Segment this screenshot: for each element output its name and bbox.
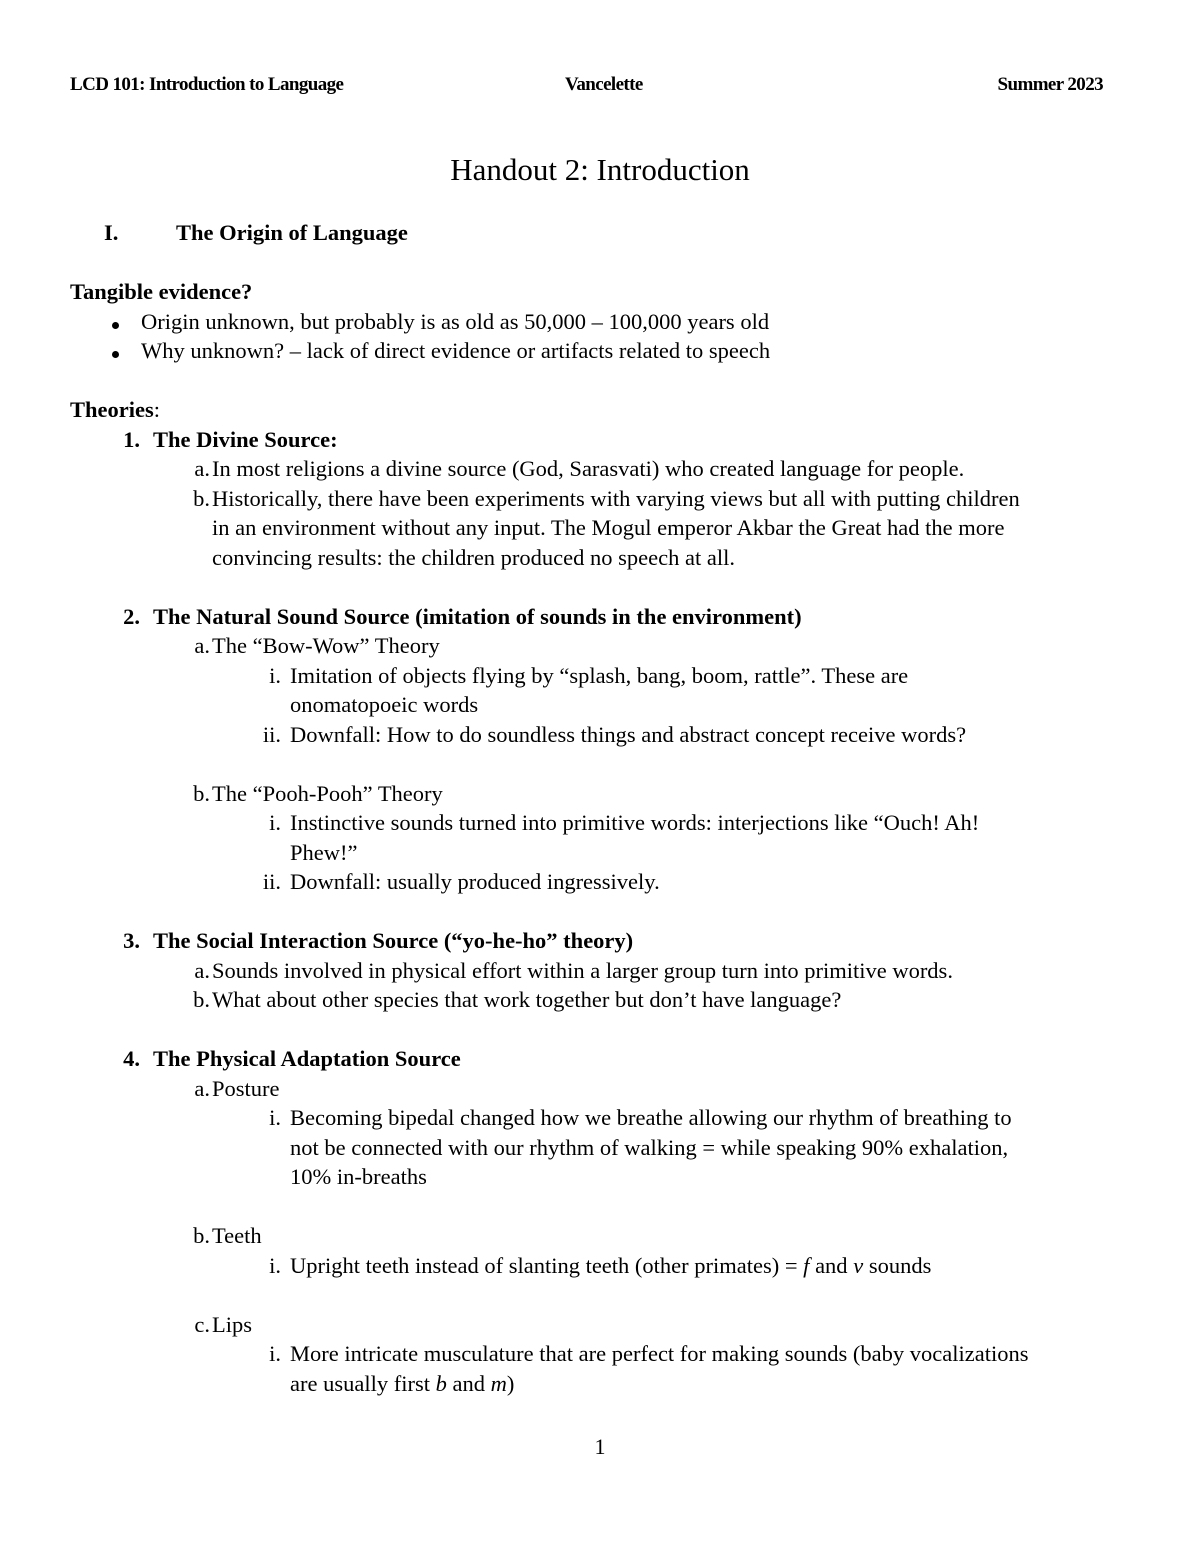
sub-item-label: i. bbox=[269, 1341, 281, 1366]
theories-heading bbox=[70, 395, 1140, 425]
item-label: b. bbox=[193, 987, 210, 1012]
sub-item-label: i. bbox=[269, 1252, 281, 1278]
sub-item bbox=[70, 808, 1140, 867]
letter-b: b bbox=[435, 1370, 447, 1396]
header-instructor: Vancelette bbox=[565, 74, 643, 95]
sub-item-line: Instinctive sounds turned into primitive words: interjections like “Ouch! Ah! bbox=[290, 810, 980, 835]
item-text: In most religions a divine source (God, Sarasvati) who created language for people. bbox=[212, 456, 965, 481]
sub-item-label: ii. bbox=[262, 721, 281, 747]
item-label: b. bbox=[193, 485, 210, 511]
theory-number: 4. bbox=[123, 1046, 140, 1071]
list-item bbox=[70, 1310, 1140, 1340]
tangible-heading: Tangible evidence? bbox=[70, 279, 253, 304]
item-text-line: convincing results: the children produced no speech at all. bbox=[212, 544, 735, 570]
theory-title: The Divine Source: bbox=[153, 426, 338, 452]
header-term: Summer 2023 bbox=[997, 74, 1103, 95]
list-item bbox=[70, 985, 1140, 1015]
section-heading bbox=[70, 218, 1140, 248]
theory-heading bbox=[70, 1044, 1140, 1074]
item-text-line: in an environment without any input. The Mogul emperor Akbar the Great had the more bbox=[212, 515, 1005, 540]
theory-title: The Social Interaction Source (“yo-he-ho” theory) bbox=[153, 928, 634, 953]
section-numeral: I. bbox=[104, 220, 119, 245]
item-label: a. bbox=[194, 1075, 210, 1101]
item-text: Teeth bbox=[212, 1223, 262, 1248]
bullet-icon bbox=[112, 322, 119, 329]
item-label: a. bbox=[194, 957, 210, 983]
sub-item-line: 10% in-breaths bbox=[290, 1164, 427, 1189]
theories-colon: : bbox=[153, 397, 161, 422]
sub-item-label: ii. bbox=[262, 869, 281, 894]
sub-item-line: onomatopoeic words bbox=[290, 692, 479, 717]
sub-item bbox=[70, 867, 1140, 897]
sub-item-line: Downfall: How to do soundless things and abstract concept receive words? bbox=[290, 721, 967, 747]
list-item bbox=[70, 631, 1140, 661]
sub-item-line: Becoming bipedal changed how we breathe allowing our rhythm of breathing to bbox=[290, 1105, 1012, 1130]
sub-item-line: Upright teeth instead of slanting teeth (other primates) = f and v sounds bbox=[290, 1252, 932, 1278]
item-label: a. bbox=[194, 456, 210, 481]
theory-heading bbox=[70, 926, 1140, 956]
page-title: Handout 2: Introduction bbox=[450, 152, 750, 187]
letter-m: m bbox=[490, 1370, 507, 1396]
item-label: b. bbox=[193, 1223, 210, 1248]
list-item bbox=[70, 956, 1140, 986]
letter-v: v bbox=[853, 1252, 864, 1278]
item-text: Lips bbox=[212, 1311, 253, 1337]
sub-item-line: More intricate musculature that are perfect for making sounds (baby vocalizations bbox=[290, 1341, 1029, 1366]
theory-number: 2. bbox=[123, 603, 140, 629]
item-label: c. bbox=[194, 1311, 210, 1337]
theory-heading bbox=[70, 425, 1140, 455]
list-item bbox=[70, 454, 1140, 484]
item-text-line: Historically, there have been experiments with varying views but all with putting children bbox=[212, 485, 1020, 511]
bullet-icon bbox=[112, 351, 119, 358]
sub-item-line: Downfall: usually produced ingressively. bbox=[290, 869, 660, 894]
item-label: b. bbox=[193, 780, 210, 806]
theory-number: 1. bbox=[123, 426, 140, 452]
sub-item-label: i. bbox=[269, 810, 281, 835]
sub-item bbox=[70, 720, 1140, 750]
section-title: The Origin of Language bbox=[176, 220, 408, 245]
item-text: What about other species that work together but don’t have language? bbox=[212, 987, 842, 1012]
sub-item bbox=[70, 661, 1140, 720]
theory-number: 3. bbox=[123, 928, 140, 953]
list-item bbox=[70, 1221, 1140, 1251]
sub-item-line: not be connected with our rhythm of walking = while speaking 90% exhalation, bbox=[290, 1134, 1009, 1160]
theories-label: Theories bbox=[70, 397, 154, 422]
bullet-item bbox=[70, 336, 1140, 366]
sub-item-line: Imitation of objects flying by “splash, bang, boom, rattle”. These are bbox=[290, 662, 909, 688]
theory-heading bbox=[70, 602, 1140, 632]
sub-item bbox=[70, 1339, 1140, 1398]
list-item bbox=[70, 779, 1140, 809]
bullet-text: Origin unknown, but probably is as old as 50,000 – 100,000 years old bbox=[141, 308, 770, 334]
letter-f: f bbox=[803, 1252, 810, 1278]
bullet-text: Why unknown? – lack of direct evidence or artifacts related to speech bbox=[141, 338, 771, 363]
theory-title: The Natural Sound Source (imitation of sounds in the environment) bbox=[153, 603, 802, 629]
list-item bbox=[70, 1074, 1140, 1104]
sub-item-line: are usually first b and m) bbox=[290, 1370, 515, 1396]
bullet-item bbox=[70, 307, 1140, 337]
sub-item-label: i. bbox=[269, 1105, 281, 1130]
page-number: 1 bbox=[594, 1434, 606, 1459]
header-course: LCD 101: Introduction to Language bbox=[70, 74, 344, 95]
theory-title: The Physical Adaptation Source bbox=[153, 1046, 461, 1071]
document-body bbox=[70, 218, 1140, 1398]
item-text: The “Pooh-Pooh” Theory bbox=[212, 780, 443, 806]
item-label: a. bbox=[194, 633, 210, 658]
list-item bbox=[70, 484, 1140, 573]
sub-item-line: Phew!” bbox=[290, 839, 358, 865]
sub-item bbox=[70, 1251, 1140, 1281]
item-text: Posture bbox=[212, 1075, 280, 1101]
sub-item bbox=[70, 1103, 1140, 1192]
sub-item-label: i. bbox=[269, 662, 281, 688]
item-text: Sounds involved in physical effort within a larger group turn into primitive words. bbox=[212, 957, 953, 983]
item-text: The “Bow-Wow” Theory bbox=[212, 633, 440, 658]
